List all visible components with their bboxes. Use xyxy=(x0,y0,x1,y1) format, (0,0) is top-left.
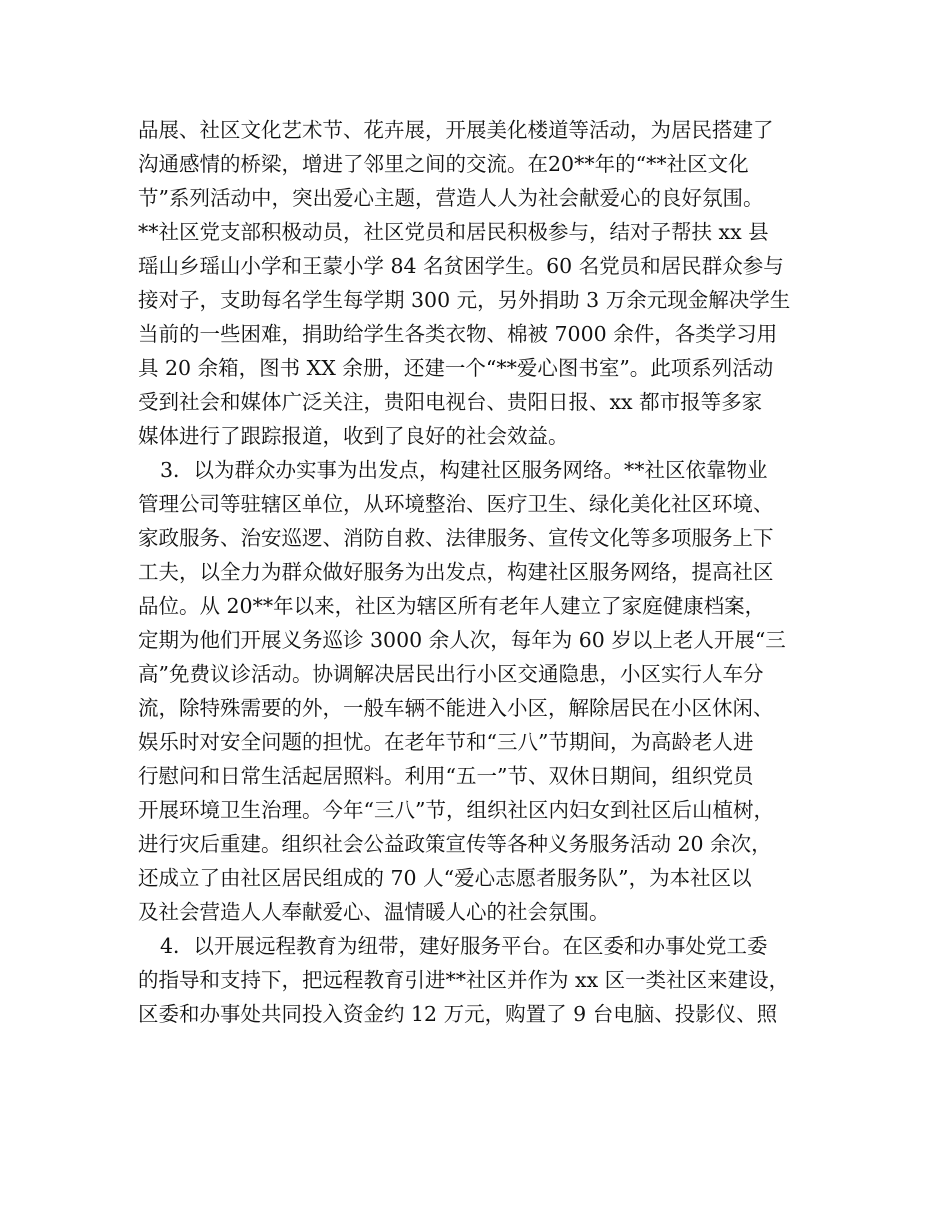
text-line: 开展环境卫生治理。今年“三八”节，组织社区内妇女到社区后山植树， xyxy=(138,798,774,822)
text-line: 行慰问和日常生活起居照料。利用“五一”节、双休日期间，组织党员 xyxy=(138,764,754,788)
text-line: 及社会营造人人奉献爱心、温情暖人心的社会氛围。 xyxy=(138,900,610,924)
text-line: 瑶山乡瑶山小学和王蒙小学 84 名贫困学生。60 名党员和居民群众参与 xyxy=(138,254,784,278)
text-line: 具 20 余箱，图书 XX 余册，还建一个“**爱心图书室”。此项系列活动 xyxy=(138,356,774,380)
text-line: 流，除特殊需要的外，一般车辆不能进入小区，解除居民在小区休闲、 xyxy=(138,696,774,720)
paragraph-4-first-line: 4．以开展远程教育为纽带，建好服务平台。在区委和办事处党工委 xyxy=(160,934,768,958)
text-line: 沟通感情的桥梁，增进了邻里之间的交流。在20**年的“**社区文化 xyxy=(138,152,749,176)
text-line: 还成立了由社区居民组成的 70 人“爱心志愿者服务队”，为本社区以 xyxy=(138,866,752,890)
text-line: 接对子，支助每名学生每学期 300 元，另外捐助 3 万余元现金解决学生 xyxy=(138,288,791,312)
text-line: 进行灾后重建。组织社会公益政策宣传等各种义务服务活动 20 余次， xyxy=(138,832,772,856)
paragraph-3-first-line: 3．以为群众办实事为出发点，构建社区服务网络。**社区依靠物业 xyxy=(160,458,768,482)
text-line: 媒体进行了跟踪报道，收到了良好的社会效益。 xyxy=(138,424,569,448)
text-line: 当前的一些困难，捐助给学生各类衣物、棉被 7000 余件，各类学习用 xyxy=(138,322,778,346)
text-line: 娱乐时对安全问题的担忧。在老年节和“三八”节期间，为高龄老人进 xyxy=(138,730,754,754)
text-line: **社区党支部积极动员，社区党员和居民积极参与，结对子帮扶 xx 县 xyxy=(138,220,769,244)
text-line: 工夫，以全力为群众做好服务为出发点，构建社区服务网络，提高社区 xyxy=(138,560,774,584)
text-line: 高”免费议诊活动。协调解决居民出行小区交通隐患，小区实行人车分 xyxy=(138,662,764,686)
text-line: 节”系列活动中，突出爱心主题，营造人人为社会献爱心的良好氛围。 xyxy=(138,186,764,210)
text-line: 管理公司等驻辖区单位，从环境整治、医疗卫生、绿化美化社区环境、 xyxy=(138,492,774,516)
text-line: 定期为他们开展义务巡诊 3000 余人次，每年为 60 岁以上老人开展“三 xyxy=(138,628,786,652)
text-line: 品位。从 20**年以来，社区为辖区所有老年人建立了家庭健康档案， xyxy=(138,594,766,618)
text-line: 的指导和支持下，把远程教育引进**社区并作为 xx 区一类社区来建设， xyxy=(138,968,790,992)
text-line: 受到社会和媒体广泛关注，贵阳电视台、贵阳日报、xx 都市报等多家 xyxy=(138,390,763,414)
text-line: 区委和办事处共同投入资金约 12 万元，购置了 9 台电脑、投影仪、照 xyxy=(138,1002,778,1026)
text-line: 品展、社区文化艺术节、花卉展，开展美化楼道等活动，为居民搭建了 xyxy=(138,118,774,142)
text-line: 家政服务、治安巡逻、消防自救、法律服务、宣传文化等多项服务上下 xyxy=(138,526,774,550)
document-body xyxy=(138,113,818,1031)
